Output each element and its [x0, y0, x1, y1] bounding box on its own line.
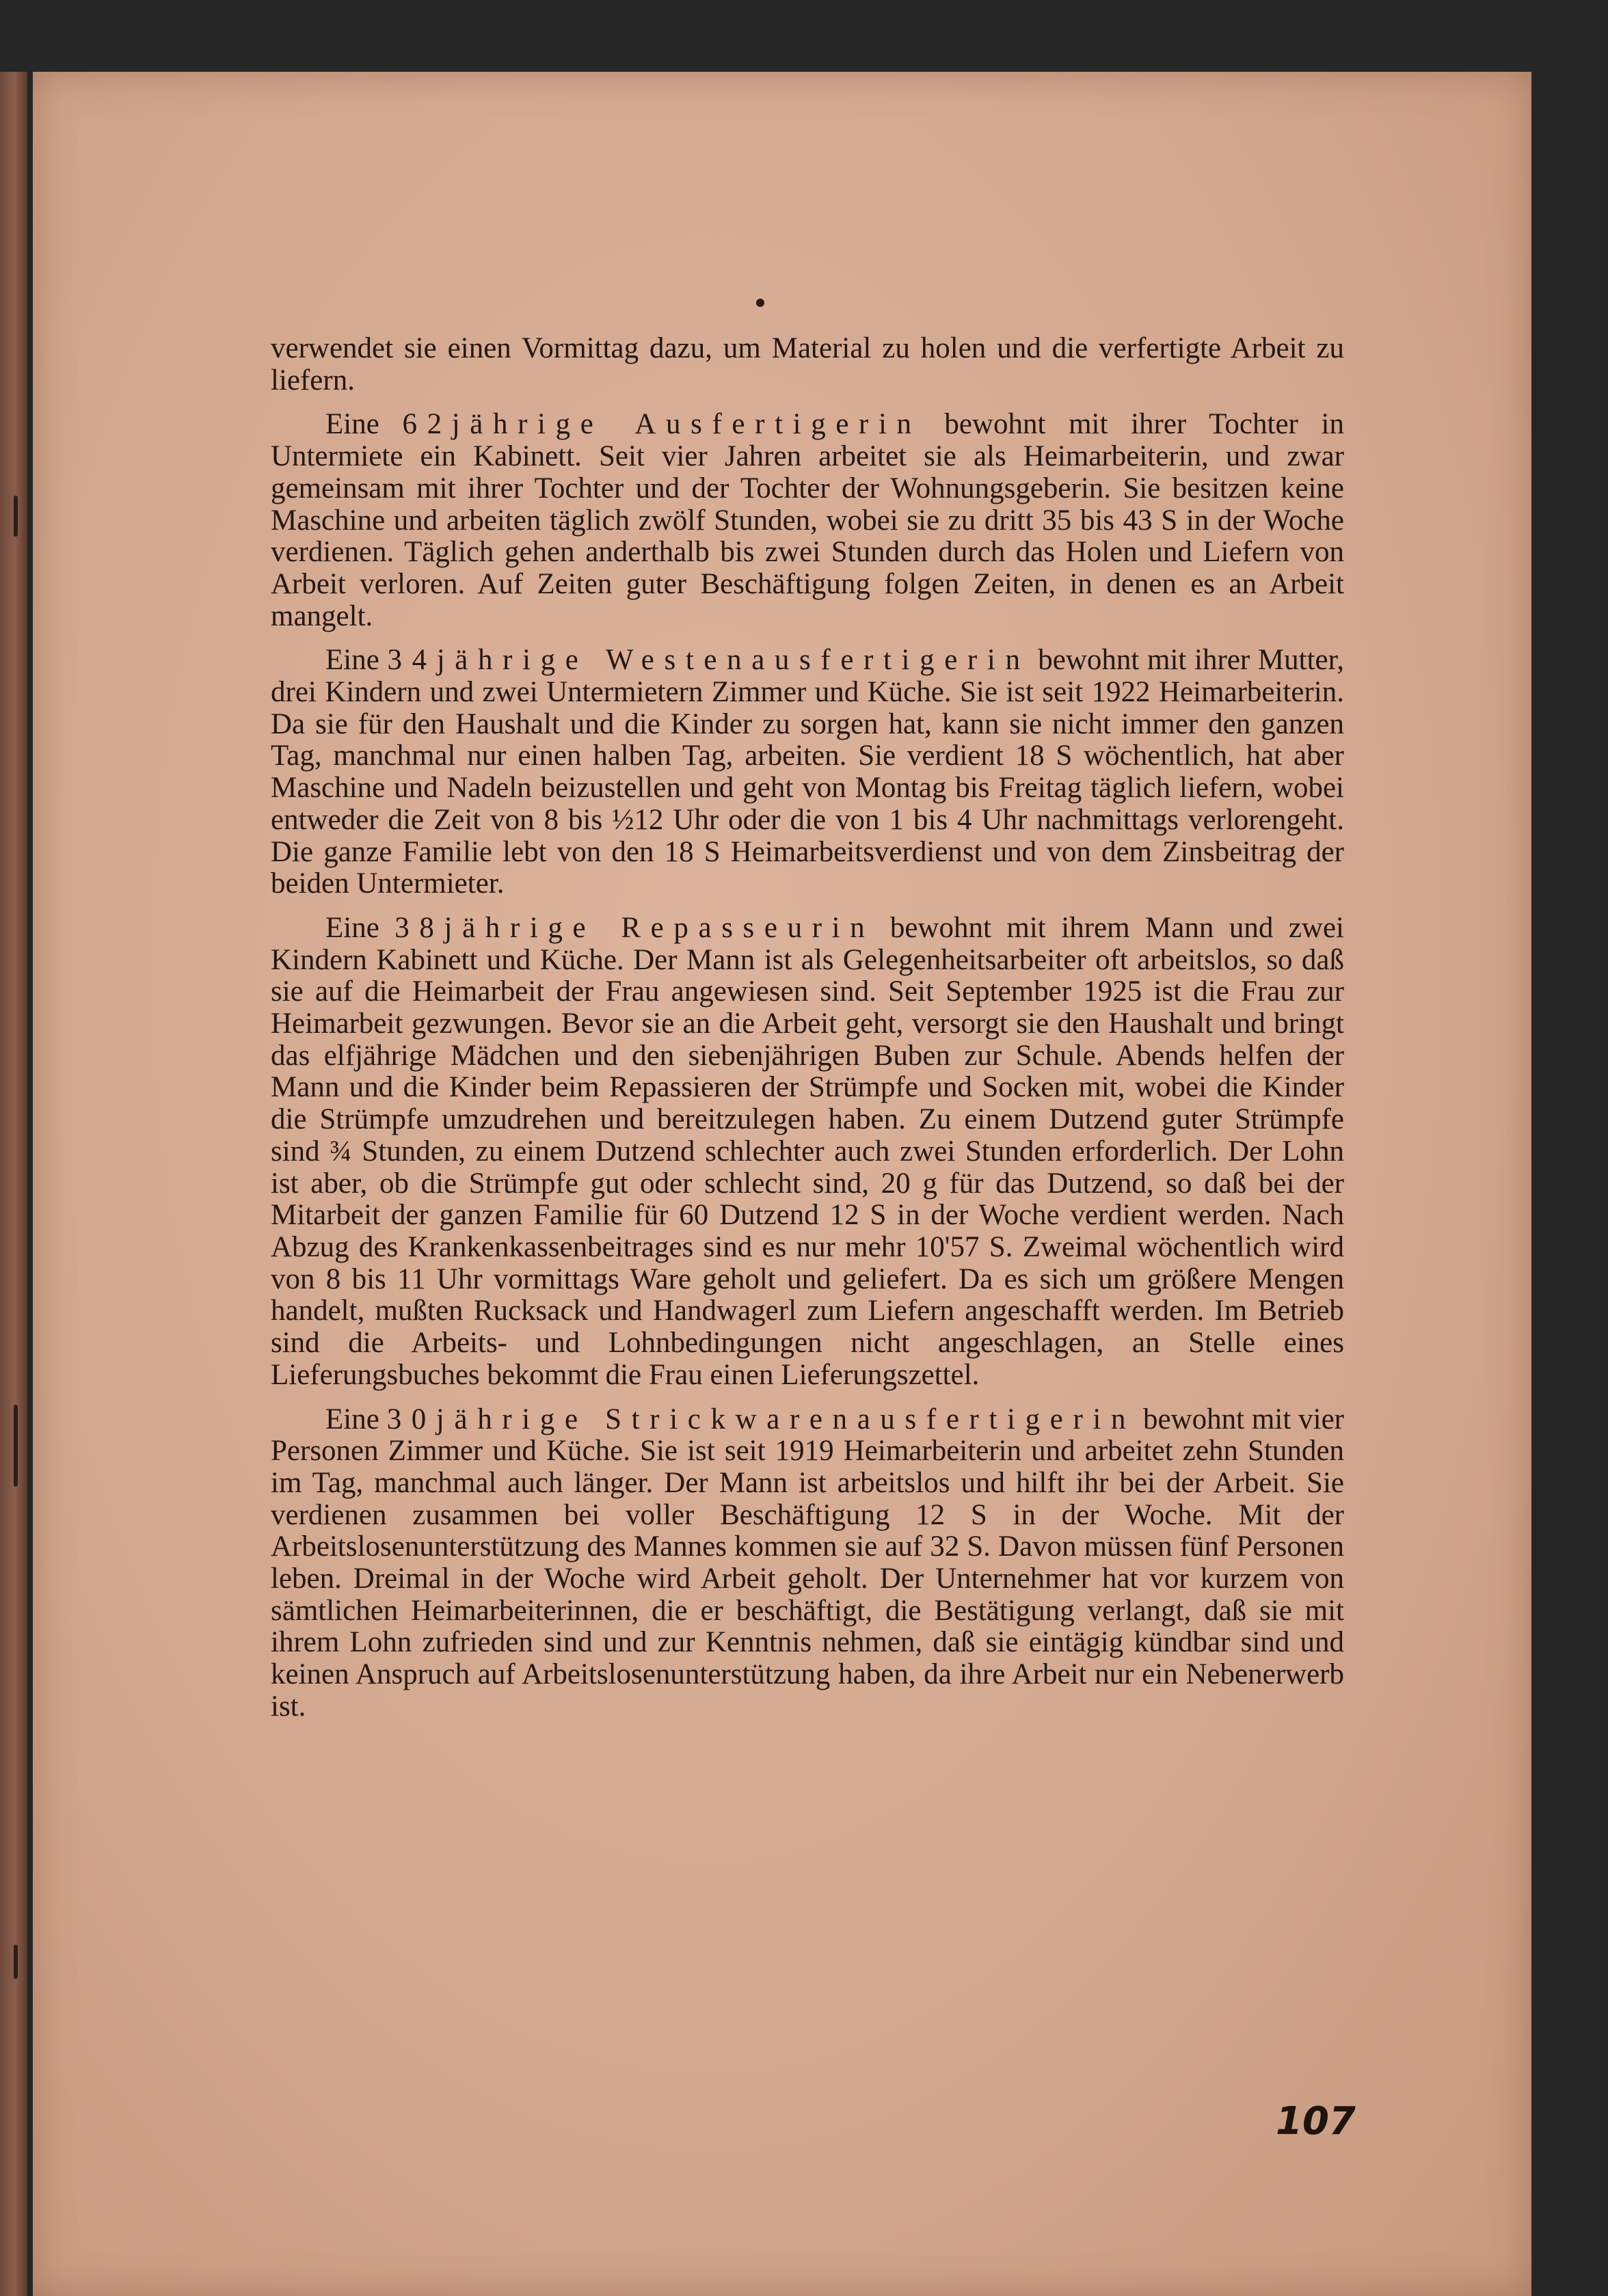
paragraph	[271, 913, 1344, 1392]
paragraph-text: verwendet sie einen Vormittag dazu, um Material zu holen und die verfertigte Arbeit zu liefern.	[271, 332, 1344, 396]
adjacent-page-edge	[0, 72, 27, 2296]
page-edge-mark	[14, 496, 18, 537]
ink-dot	[756, 299, 764, 307]
spaced-term: 62jährige Ausfertigerin	[402, 408, 922, 441]
body-text	[271, 333, 1344, 1735]
paragraph-text: Eine	[325, 1403, 387, 1435]
spaced-term: 30jährige Strickwarenausfertigerin	[386, 1403, 1136, 1435]
paragraph-text: Eine	[325, 644, 388, 677]
spaced-term: 34jährige Westenausfertigerin	[387, 644, 1030, 677]
book-page	[33, 72, 1531, 2296]
paragraph-text: Eine	[325, 408, 403, 441]
paragraph	[271, 645, 1344, 900]
paragraph-text: bewohnt mit ihrer Tochter in Untermiete ein Kabinett. Seit vier Jahren arbeitet sie als Heimarbeiterin, und zwar gemeinsam mit ihrer Tochter und der Tochter der Wohnungsgeberin. Sie besitzen keine Maschine und arbeiten täglich zwölf Stunden, wobei sie zu dritt 35 bis 43 S in der Woche verdienen. Täglich gehen anderthalb bis zwei Stunden durch das Holen und Liefern von Arbeit verloren. Auf Zeiten guter Beschäftigung folgen Zeiten, in denen es an Arbeit mangelt.	[271, 408, 1344, 632]
paragraph-text: Eine	[325, 911, 395, 944]
page-edge-mark	[14, 1405, 18, 1487]
paragraph	[271, 409, 1344, 632]
paragraph	[271, 1404, 1344, 1723]
paragraph-text: bewohnt mit vier Personen Zimmer und Küche. Sie ist seit 1919 Heimarbeiterin und arbeitet zehn Stunden im Tag, manchmal auch länger. Der Mann ist arbeitslos und hilft ihr bei der Arbeit. Sie verdienen zusammen bei voller Beschäftigung 12 S in der Woche. Mit der Arbeitslosenunterstützung des Mannes kommen sie auf 32 S. Davon müssen fünf Personen leben. Dreimal in der Woche wird Arbeit geholt. Der Unternehmer hat vor kurzem von sämtlichen Heimarbeiterinnen, die er beschäftigt, die Bestätigung verlangt, daß sie mit ihrem Lohn zufrieden sind und zur Kenntnis nehmen, daß sie eintägig kündbar sind und keinen Anspruch auf Arbeitslosenunterstützung haben, da ihre Arbeit nur ein Nebenerwerb ist.	[271, 1403, 1344, 1723]
page-edge-mark	[14, 1945, 18, 1979]
spaced-term: 38jährige Repasseurin	[394, 911, 875, 944]
paragraph	[271, 333, 1344, 396]
paragraph-text: bewohnt mit ihrem Mann und zwei Kindern Kabinett und Küche. Der Mann ist als Gelegenheitsarbeiter oft arbeitslos, so daß sie auf die Heimarbeit der Frau angewiesen sind. Seit September 1925 ist die Frau zur Heimarbeit gezwungen. Bevor sie an die Arbeit geht, versorgt sie den Haushalt und bringt das elfjährige Mädchen und den siebenjährigen Buben zur Schule. Abends helfen der Mann und die Kinder beim Repassieren der Strümpfe und Socken mit, wobei die Kinder die Strümpfe umzudrehen und bereitzulegen haben. Zu einem Dutzend guter Strümpfe sind ¾ Stunden, zu einem Dutzend schlechter auch zwei Stunden erforderlich. Der Lohn ist aber, ob die Strümpfe gut oder schlecht sind, 20 g für das Dutzend, so daß bei der Mitarbeit der ganzen Familie für 60 Dutzend 12 S in der Woche verdient werden. Nach Abzug des Krankenkassenbeitrages sind es nur mehr 10'57 S. Zweimal wöchentlich wird von 8 bis 11 Uhr vormittags Ware geholt und geliefert. Da es sich um größere Mengen handelt, mußten Rucksack und Handwagerl zum Liefern angeschafft werden. Im Betrieb sind die Arbeits- und Lohnbedingungen nicht angeschlagen, an Stelle eines Lieferungsbuches bekommt die Frau einen Lieferungszettel.	[271, 911, 1344, 1391]
paragraph-text: bewohnt mit ihrer Mutter, drei Kindern und zwei Untermietern Zimmer und Küche. Sie ist seit 1922 Heimarbeiterin. Da sie für den Haushalt und die Kinder zu sorgen hat, kann sie nicht immer den ganzen Tag, manchmal nur einen halben Tag, arbeiten. Sie verdient 18 S wöchentlich, hat aber Maschine und Nadeln beizustellen und geht von Montag bis Freitag täglich liefern, wobei entweder die Zeit von 8 bis ½12 Uhr oder die von 1 bis 4 Uhr nachmittags verlorengeht. Die ganze Familie lebt von den 18 S Heimarbeitsverdienst und von dem Zinsbeitrag der beiden Untermieter.	[271, 644, 1344, 900]
page-number: 107	[1276, 2099, 1356, 2144]
